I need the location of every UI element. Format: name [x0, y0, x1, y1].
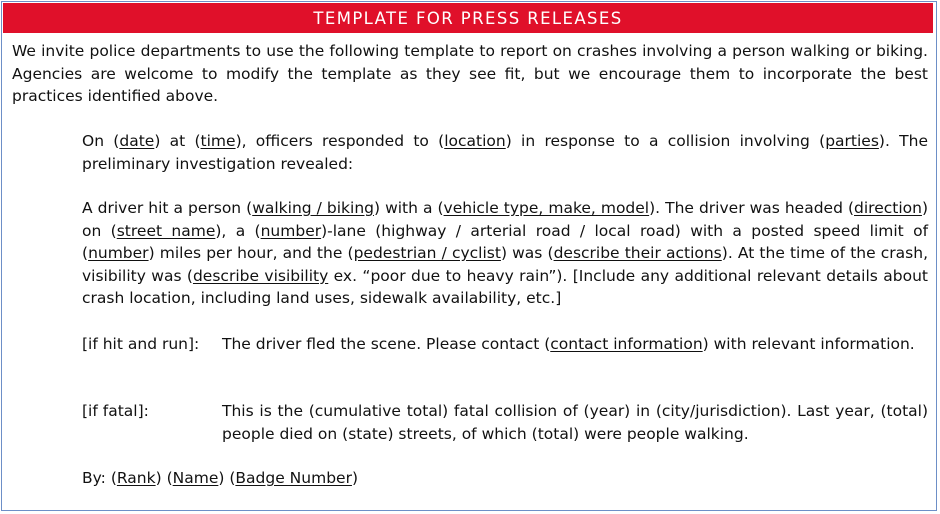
- date-placeholder: date: [119, 132, 155, 150]
- actions-placeholder: describe their actions: [553, 244, 722, 262]
- badge-number-placeholder: Badge Number: [235, 469, 352, 487]
- walking-biking-placeholder: walking / biking: [252, 199, 374, 217]
- time-placeholder: time: [200, 132, 236, 150]
- pedestrian-cyclist-placeholder: pedestrian / cyclist: [353, 244, 501, 262]
- hit-and-run-text: The driver fled the scene. Please contact (contact information) with relevant information.: [222, 335, 915, 353]
- template-header: [3, 3, 933, 33]
- fatal-label: [if fatal]:: [82, 402, 149, 420]
- direction-placeholder: direction: [854, 199, 922, 217]
- location-placeholder: location: [444, 132, 506, 150]
- hit-and-run-label: [if hit and run]:: [82, 335, 200, 353]
- street-name-placeholder: street name: [116, 221, 216, 240]
- contact-placeholder: contact information: [550, 335, 703, 353]
- speed-limit-placeholder: number: [88, 244, 149, 262]
- signature-line: By: (Rank) (Name) (Badge Number): [82, 469, 359, 487]
- intro-paragraph: We invite police departments to use the following template to report on crashes involving a person walking or biking. Agencies are welcome to modify the template as they see fit, but we encourage them to incorporate the best practices identified above.: [12, 42, 928, 105]
- parties-placeholder: parties: [825, 132, 879, 150]
- name-placeholder: Name: [172, 469, 219, 487]
- visibility-placeholder: describe visibility: [192, 266, 329, 285]
- lane-number-placeholder: number: [260, 221, 322, 240]
- template-title: TEMPLATE FOR PRESS RELEASES: [313, 9, 623, 28]
- rank-placeholder: Rank: [116, 469, 156, 487]
- fatal-text: This is the (cumulative total) fatal collision of (year) in (city/jurisdiction). Last year, (total) people died on (state) streets, of which (total) were people walking.: [222, 402, 928, 443]
- crash-details-paragraph: A driver hit a person (walking / biking) with a (vehicle type, make, model). The driver was headed (direction) on (street name), a (number)-lane (highway / arterial road / local road) with a posted speed limit of (number) miles per hour, and the (pedestrian / cyclist) was (describe their actions). At the time of the crash, visibility was (describe visibility ex. “poor due to heavy rain”). [Include any additional relevant details about crash location, including land uses, sidewalk availability, etc.]: [82, 199, 929, 307]
- response-paragraph: On (date) at (time), officers responded to (location) in response to a collision involving (parties). The preliminary investigation revealed:: [82, 132, 928, 173]
- vehicle-placeholder: vehicle type, make, model: [443, 199, 650, 217]
